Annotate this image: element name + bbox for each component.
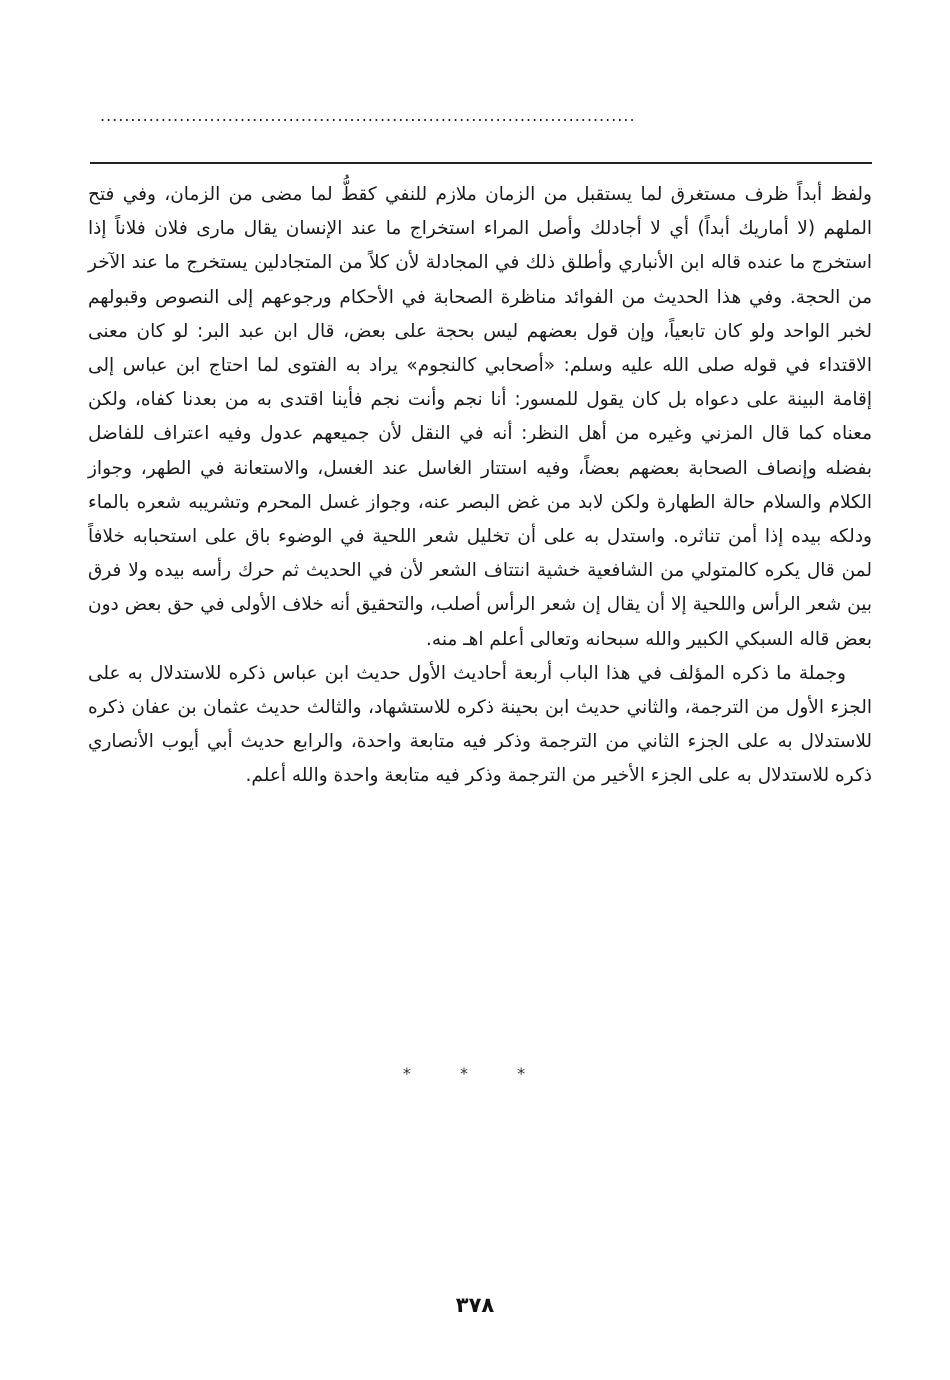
paragraph-1: ولفظ أبداً ظرف مستغرق لما يستقبل من الزمان ملازم للنفي كقطُّ لما مضى من الزمان، وفي فتح الملهم (لا أماريك أبداً) أي لا أجادلك وأصل المراء استخراج ما عند الإنسان يقال مارى فلان فلاناً إذا استخرج ما عنده قاله ابن الأنباري وأطلق ذلك في المجادلة لأن كلاً من المتجادلين يستخرج ما عند الآخر من الحجة. وفي هذا الحديث من الفوائد مناظرة الصحابة في الأحكام ورجوعهم إلى النصوص وقبولهم لخبر الواحد ولو كان تابعياً، وإن قول بعضهم ليس بحجة على بعض، قال ابن عبد البر: لو كان معنى الاقتداء في قوله صلى الله عليه وسلم: «أصحابي كالنجوم» يراد به الفتوى لما احتاج ابن عباس إلى إقامة البينة على دعواه بل كان يقول للمسور: أنا نجم وأنت نجم فأينا اقتدى به من بعدنا كفاه، ولكن معناه كما قال المزني وغيره من أهل النظر: أنه في النقل لأن جميعهم عدول وفيه اعتراف للفاضل بفضله وإنصاف الصحابة بعضهم بعضاً، وفيه استتار الغاسل عند الغسل، والاستعانة في الطهر، وجواز الكلام والسلام حالة الطهارة ولكن لابد من غض البصر عنه، وجواز غسل المحرم وتشريبه شعره بالماء ودلكه بيده إذا أمن تناثره. واستدل به على أن تخليل شعر اللحية في الوضوء باق على استحبابه خلافاً لمن قال يكره كالمتولي من الشافعية خشية انتتاف الشعر لأن في الحديث ثم حرك رأسه بيده ولا فرق بين شعر الرأس واللحية إلا أن يقال إن شعر الرأس أصلب، والتحقيق أنه خلاف الأولى في حق بعض دون بعض قاله السبكي الكبير والله سبحانه وتعالى أعلم اهـ منه.	[88, 184, 872, 650]
page-number: ٣٧٨	[455, 1293, 495, 1317]
body-text	[88, 178, 872, 794]
dotted-separator: ........................................................................................	[100, 106, 636, 125]
section-separator-stars: * * *	[402, 1064, 548, 1083]
paragraph-2: وجملة ما ذكره المؤلف في هذا الباب أربعة أحاديث الأول حديث ابن عباس ذكره للاستدلال به على الجزء الأول من الترجمة، والثاني حديث ابن بحينة ذكره للاستشهاد، والثالث حديث عثمان بن عفان ذكره للاستدلال به على الجزء الثاني من الترجمة وذكر فيه متابعة واحدة، والرابع حديث أبي أيوب الأنصاري ذكره للاستدلال به على الجزء الأخير من الترجمة وذكر فيه متابعة واحدة والله أعلم.	[88, 662, 872, 787]
horizontal-rule	[90, 162, 872, 164]
